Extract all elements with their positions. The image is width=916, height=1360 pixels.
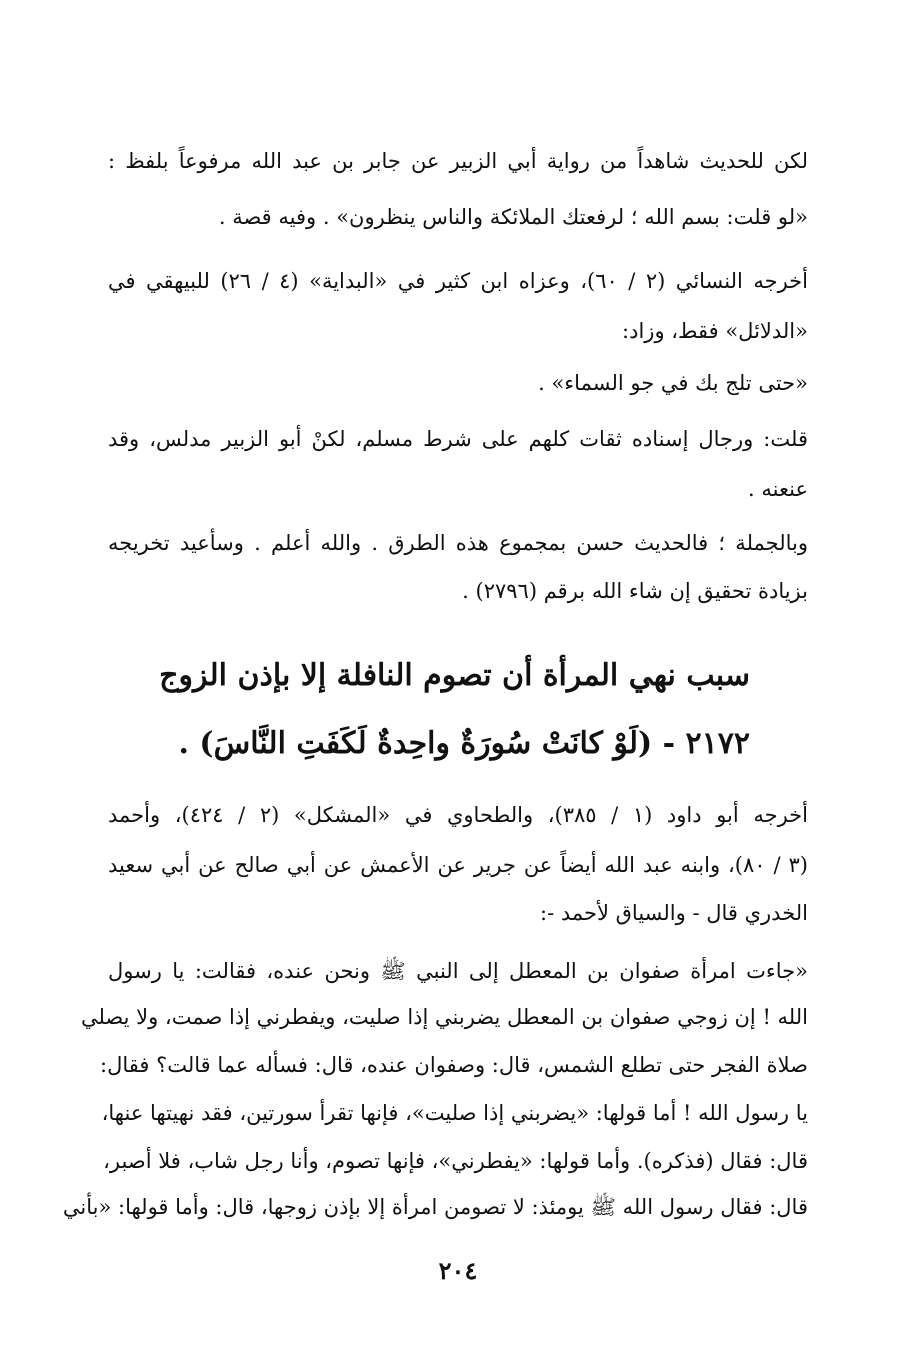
text-line: الله ! إن زوجي صفوان بن المعطل يضربني إذا صليت، ويفطرني إذا صمت، ولا يصلي: [80, 1005, 808, 1029]
hadith-heading: ٢١٧٢ - (لَوْ كانَتْ سُورَةٌ واحِدةٌ لَكَفَتِ النَّاسَ) .: [178, 726, 750, 761]
text-line: أخرجه أبو داود (١ / ٣٨٥)، والطحاوي في «المشكل» (٢ / ٤٢٤)، وأحمد: [108, 803, 808, 827]
text-line: بزيادة تحقيق إن شاء الله برقم (٢٧٩٦) .: [462, 579, 808, 603]
text-line: وبالجملة ؛ فالحديث حسن بمجموع هذه الطرق . والله أعلم . وسأعيد تخريجه: [108, 531, 808, 555]
text-line: أخرجه النسائي (٢ / ٦٠)، وعزاه ابن كثير في «البداية» (٤ / ٢٦) للبيهقي في: [108, 269, 808, 293]
text-line: الخدري قال - والسياق لأحمد -:: [540, 901, 808, 925]
text-line: قلت: ورجال إسناده ثقات كلهم على شرط مسلم، لكنْ أبو الزبير مدلس، وقد: [108, 427, 808, 451]
page-number: ٢٠٤: [438, 1256, 478, 1285]
text-line: صلاة الفجر حتى تطلع الشمس، قال: وصفوان عنده، قال: فسأله عما قالت؟ فقال:: [100, 1053, 808, 1077]
text-line: «الدلائل» فقط، وزاد:: [622, 319, 808, 343]
text-line: لكن للحديث شاهداً من رواية أبي الزبير عن جابر بن عبد الله مرفوعاً بلفظ :: [108, 149, 808, 173]
text-line: «جاءت امرأة صفوان بن المعطل إلى النبي ﷺ ونحن عنده، فقالت: يا رسول: [108, 959, 808, 983]
text-line: يا رسول الله ! أما قولها: «يضربني إذا صليت»، فإنها تقرأ سورتين، فقد نهيتها عنها،: [101, 1101, 808, 1125]
text-line: «حتى تلج بك في جو السماء» .: [538, 371, 808, 395]
text-line: قال: فقال رسول الله ﷺ يومئذ: لا تصومن امرأة إلا بإذن زوجها، قال: وأما قولها: «بأني: [62, 1195, 808, 1219]
text-line: قال: فقال (فذكره). وأما قولها: «يفطرني»، فإنها تصوم، وأنا رجل شاب، فلا أصبر،: [103, 1149, 808, 1173]
chapter-title: سبب نهي المرأة أن تصوم النافلة إلا بإذن الزوج: [159, 658, 750, 693]
text-line: «لو قلت: بسم الله ؛ لرفعتك الملائكة والناس ينظرون» . وفيه قصة .: [218, 205, 808, 229]
text-line: (٣ / ٨٠)، وابنه عبد الله أيضاً عن جرير عن الأعمش عن أبي صالح عن أبي سعيد: [108, 853, 808, 877]
text-line: عنعنه .: [748, 477, 808, 501]
